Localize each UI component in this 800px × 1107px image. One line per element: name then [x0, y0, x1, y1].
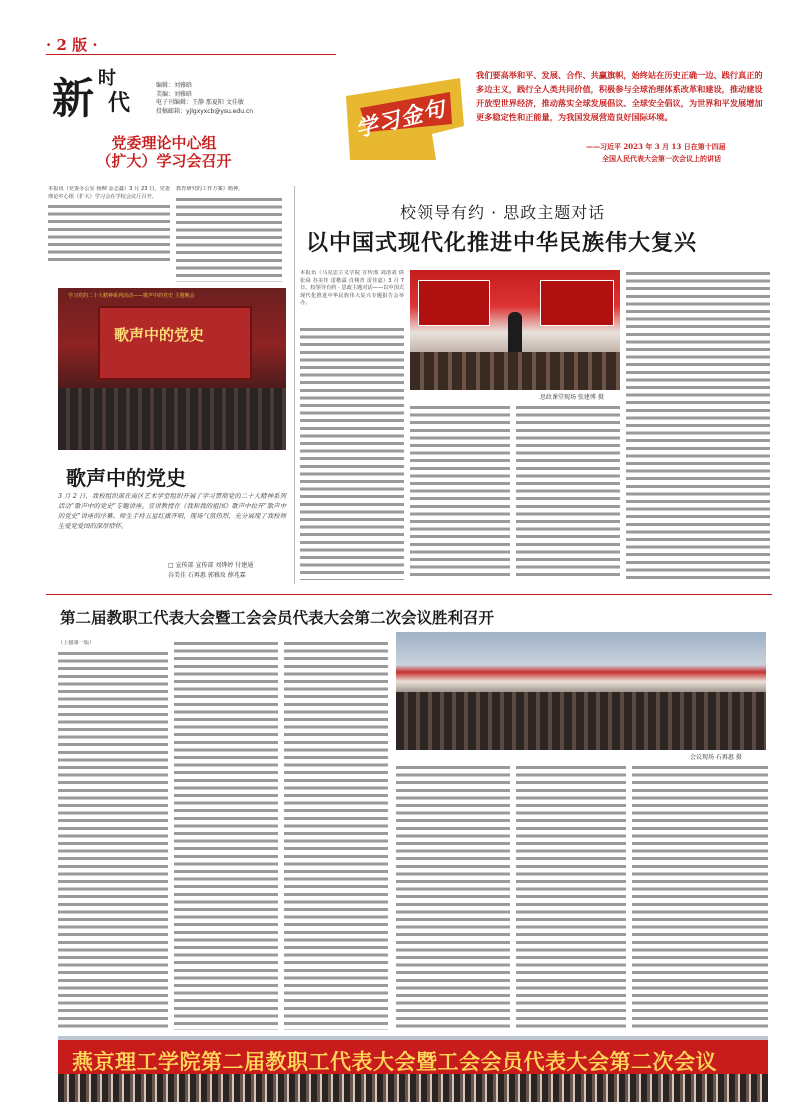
article3-col6-lines [632, 764, 768, 1030]
article2-col1 [300, 270, 404, 324]
section-separator [46, 594, 772, 595]
article1-body-lines-2 [176, 196, 282, 282]
song-event-photo [58, 288, 286, 450]
article3-title: 第二届教职工代表大会暨工会会员代表大会第二次会议胜利召开 [60, 608, 495, 627]
article2-col4-lines [626, 270, 770, 580]
article3-byline: （上接第一版） [58, 640, 95, 646]
article2-photo-screen-right [540, 280, 614, 326]
article2-col1-lines [300, 326, 404, 580]
song-photo-credit-2: 谷美佳 石再惠 郭雅玫 薛兆霖 [168, 572, 246, 579]
section-title-xin: 新 [52, 74, 95, 123]
editor-line: 编辑：刘雅晗 [156, 82, 193, 89]
song-photo-banner: 学习党的二十大精神系列活动——歌声中的党史 主题晚会 [68, 293, 195, 299]
article1-title-line1: 党委理论中心组 [111, 134, 217, 152]
column-divider [294, 186, 295, 584]
article2-photo [410, 270, 620, 390]
article2-photo-audience [410, 352, 620, 390]
article2-kicker: 校领导有约 · 思政主题对话 [400, 203, 606, 222]
article3-col3-lines [284, 640, 388, 1030]
article1-col2 [176, 186, 282, 286]
article1-title [64, 134, 264, 170]
quote-text: 我们要高举和平、发展、合作、共赢旗帜，始终站在历史正确一边、践行真正的多边主义，践行全人类共同价值，积极参与全球治理体系改革和建设，推动建设开放型世界经济，推动落实全球发展倡议、全球安全倡议，为世界和平发展增加更多稳定性和正能量，为我国发展营造良好国际环境。 [476, 70, 763, 122]
editor-credits [156, 82, 286, 116]
article1-body-lines [48, 203, 170, 263]
article1-byline: 本报讯（党委办公室 杨柳 金志鑫）3 月 23 日，党委理论中心组（扩大）学习会在学校会议厅召开。 [48, 186, 170, 200]
article3-col5-lines [516, 764, 626, 1030]
study-quote-banner [340, 68, 770, 168]
section-title-dai: 代 [108, 90, 131, 116]
quote-banner-label: 学习金句 [352, 95, 449, 143]
song-photo-stage-title: 歌声中的党史 [114, 326, 205, 344]
article2-photo-speaker [508, 312, 522, 352]
article3-photo-caption: 会议现场 石再惠 摄 [690, 754, 742, 761]
page-number: · 2 版 · [46, 36, 98, 54]
song-photo-credit: □ 宣传部 宣传部 刘烨婷 付建通 [168, 562, 254, 569]
article1-col1 [48, 186, 170, 286]
article1-title-line2: （扩大）学习会召开 [96, 152, 232, 170]
article2-photo-screen-left [418, 280, 490, 326]
song-body: 3 月 2 日，我校组织部在南区艺术学堂组织开展了学习贯彻党的二十大精神系列活动“歌声中的党史”专题讲座。宣讲教授在《我和我的祖国》歌声中拉开“歌声中的党史”讲座的序幕。师生手持五星红旗齐唱，现场气氛热烈，充分展现了我校师生爱党爱国的深厚情怀。 [58, 493, 286, 530]
article2-photo-caption: 思政课堂现场 张建博 摄 [540, 394, 604, 401]
article3-col4-lines [396, 764, 510, 1030]
section-title [52, 62, 142, 122]
article2-byline: 本报讯（马克思主义学院 宣传部 刘清刘 倩 张舜 谷美佳 雷楷霖 肖栩青 雷佳嘉）3 月 7 日，校领导有约 · 思政主题对话——以中国式现代化推进中华民族伟大复兴专题报告会举办。 [300, 270, 404, 307]
group-photo [58, 1036, 768, 1102]
section-title-shi: 时 [98, 68, 116, 89]
quote-source-2: 全国人民代表大会第一次会议上的讲话 [602, 154, 721, 163]
editor-line: 电子刊编辑：王静 那夏阳 文佳敏 [156, 99, 244, 106]
song-photo-audience [58, 388, 286, 450]
article3-col1-lines [58, 650, 168, 1030]
article3-meeting-photo [396, 632, 766, 750]
group-photo-banner-text: 燕京理工学院第二届教职工代表大会暨工会会员代表大会第二次会议 [72, 1049, 717, 1074]
quote-source-1: ——习近平 2023 年 3 月 13 日在第十四届 [586, 142, 726, 151]
editor-line: 美编：刘雅晗 [156, 90, 193, 98]
article3-photo-rows [396, 692, 766, 750]
article3-col2-lines [174, 640, 278, 1030]
article1-lead-tail: 教育研究的工作方案》精神。 [176, 186, 244, 192]
article2-col3-lines [516, 404, 620, 580]
article2-title: 以中国式现代化推进中华民族伟大复兴 [306, 230, 698, 256]
header-rule [46, 54, 336, 55]
song-headline: 歌声中的党史 [66, 466, 186, 490]
article2-col2-lines [410, 404, 510, 580]
editor-line: 投稿邮箱：yjlgxyxcb@ysu.edu.cn [156, 107, 254, 115]
